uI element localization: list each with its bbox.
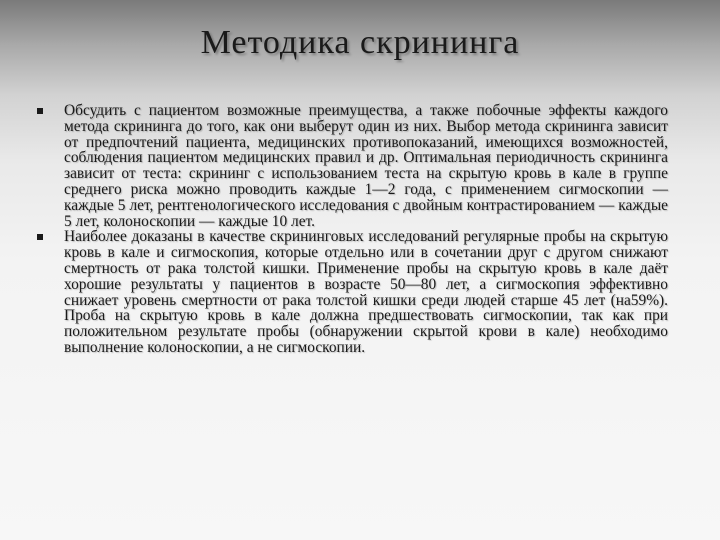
bullet-item (36, 103, 668, 229)
bullet-text-proven-methods: Наиболее доказаны в качестве скрининговых исследований регулярные пробы на скрытую кровь в кале и сигмоскопия, которые отдельно или в сочетании друг с другом снижают смертность от рака толстой кишки. Применение пробы на скрытую кровь в кале даёт хорошие результаты у пациентов в возрасте 50—80 лет, а сигмоскопия эффективно снижает уровень смертности от рака толстой кишки среди людей старше 45 лет (на59%). Проба на скрытую кровь в кале должна предшествовать сигмоскопии, так как при положительном результате пробы (обнаружении скрытой крови в кале) необходимо выполнение колоноскопии, а не сигмоскопии. (64, 228, 668, 356)
bullet-marker (36, 229, 64, 240)
square-bullet-icon (37, 108, 43, 114)
bullet-item (36, 229, 668, 355)
slide-title: Методика скрининга (200, 24, 520, 61)
bullet-list (36, 103, 668, 356)
bullet-marker (36, 103, 64, 114)
bullet-text-screening-choice: Обсудить с пациентом возможные преимущества, а также побочные эффекты каждого метода скрининга до того, как они выберут один из них. Выбор метода скрининга зависит от предпочтений пациента, медицинских противопоказаний, имеющихся возможностей, соблюдения пациентом медицинских правил и др. Оптимальная периодичность скрининга зависит от теста: скрининг с использованием теста на скрытую кровь в кале в группе среднего риска можно проводить каждые 1—2 года, с применением сигмоскопии — каждые 5 лет, рентгенологического исследования с двойным контрастированием — каждые 5 лет, колоноскопии — каждые 10 лет. (64, 102, 668, 230)
square-bullet-icon (37, 234, 43, 240)
